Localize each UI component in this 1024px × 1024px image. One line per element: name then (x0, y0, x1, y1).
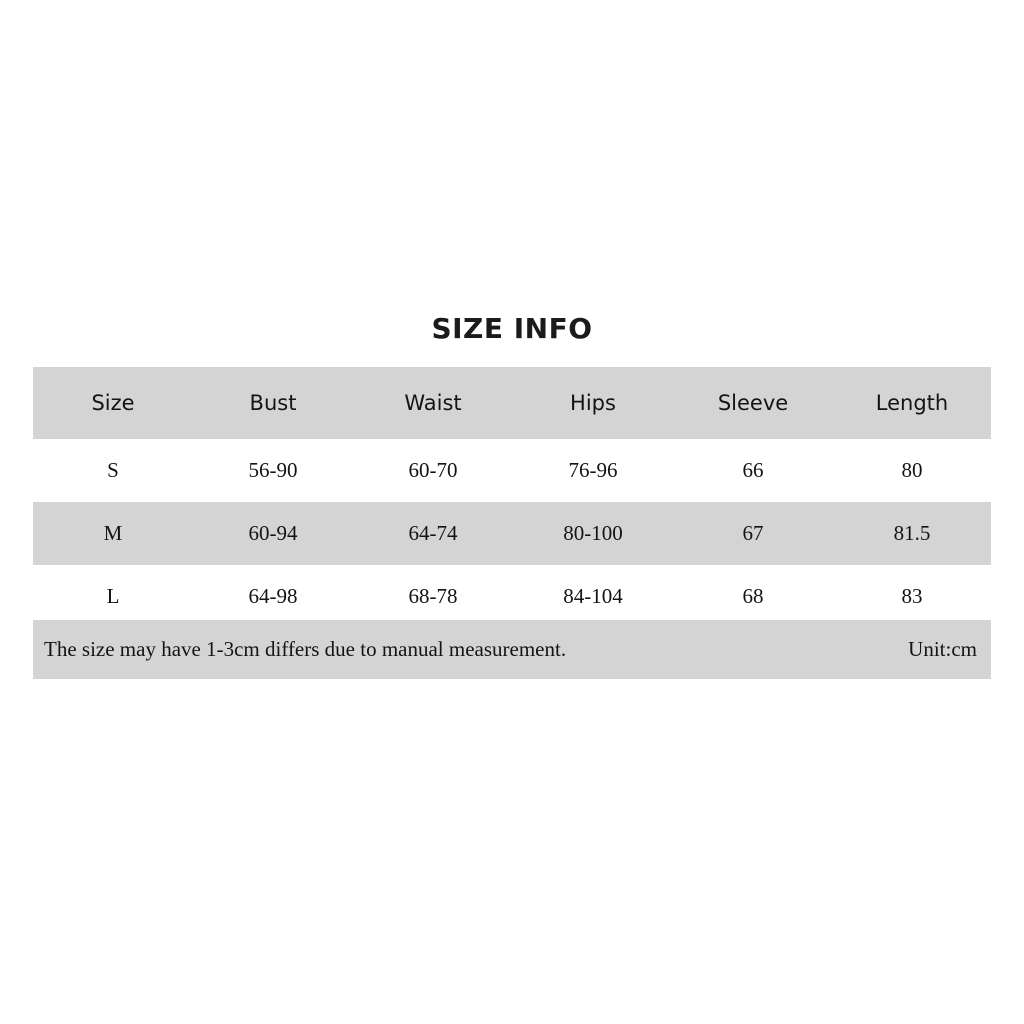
table-row (33, 565, 991, 628)
cell-length: 81.5 (833, 502, 991, 565)
page-title: SIZE INFO (431, 312, 593, 345)
column-header-bust: Bust (193, 367, 353, 439)
table-header-row (33, 367, 991, 439)
cell-sleeve: 66 (673, 439, 833, 502)
cell-hips: 80-100 (513, 502, 673, 565)
unit-note: Unit:cm (908, 637, 977, 661)
table-row (33, 502, 991, 565)
cell-hips: 84-104 (513, 565, 673, 628)
cell-bust: 64-98 (193, 565, 353, 628)
cell-hips: 76-96 (513, 439, 673, 502)
size-table-wrapper (33, 367, 991, 628)
size-table (33, 367, 991, 628)
cell-size: L (33, 565, 193, 628)
measurement-disclaimer: The size may have 1-3cm differs due to manual measurement. (44, 637, 567, 661)
column-header-hips: Hips (513, 367, 673, 439)
cell-waist: 64-74 (353, 502, 513, 565)
column-header-size: Size (33, 367, 193, 439)
cell-bust: 56-90 (193, 439, 353, 502)
column-header-sleeve: Sleeve (673, 367, 833, 439)
cell-size: S (33, 439, 193, 502)
footnote-row (33, 620, 991, 679)
column-header-waist: Waist (353, 367, 513, 439)
cell-bust: 60-94 (193, 502, 353, 565)
cell-waist: 68-78 (353, 565, 513, 628)
cell-waist: 60-70 (353, 439, 513, 502)
cell-length: 83 (833, 565, 991, 628)
cell-sleeve: 67 (673, 502, 833, 565)
cell-size: M (33, 502, 193, 565)
cell-length: 80 (833, 439, 991, 502)
cell-sleeve: 68 (673, 565, 833, 628)
column-header-length: Length (833, 367, 991, 439)
table-row (33, 439, 991, 502)
